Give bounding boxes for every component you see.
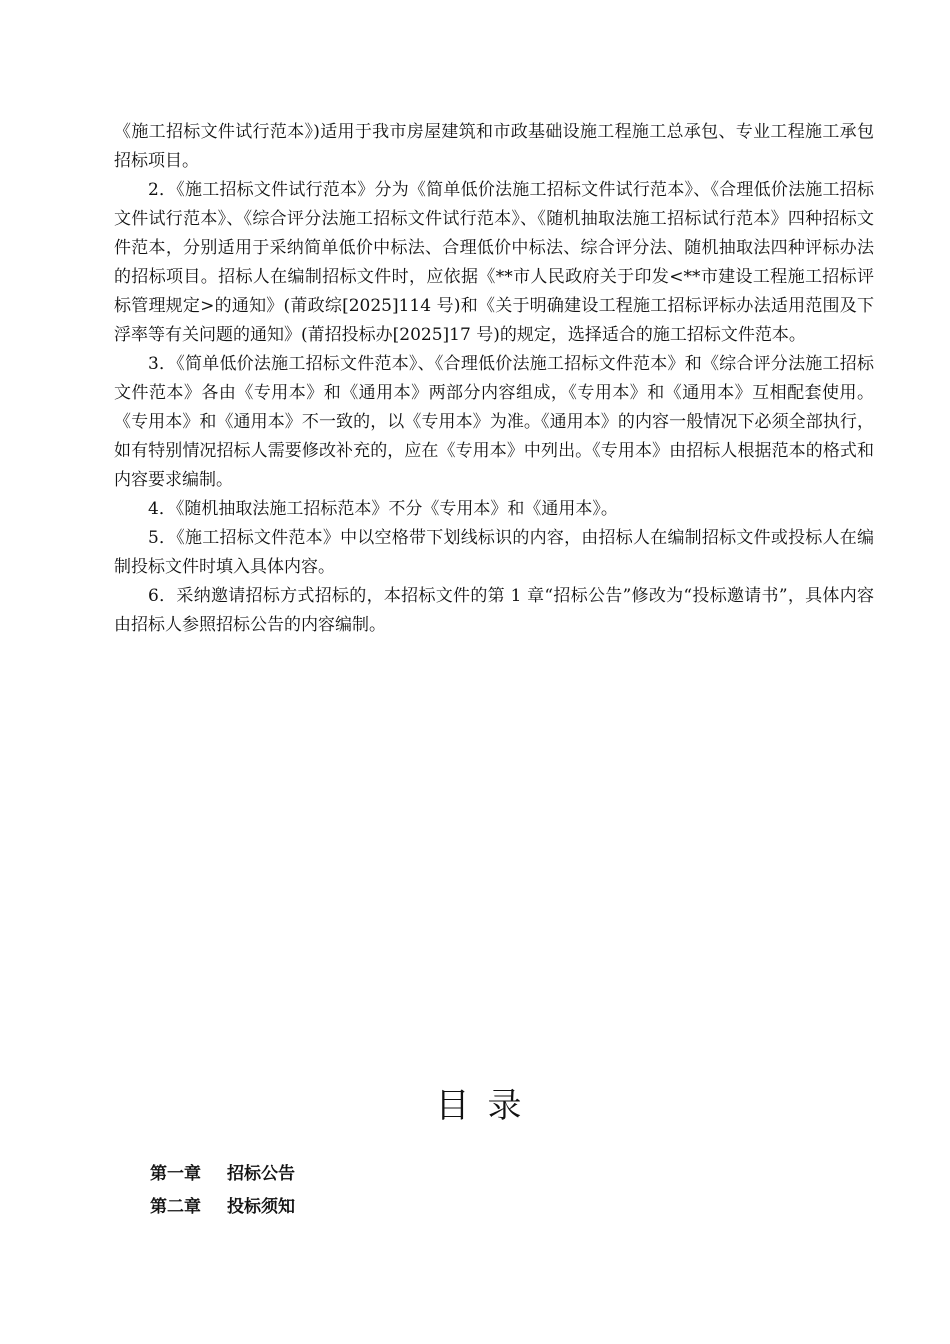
paragraph-3: 3．《简单低价法施工招标文件范本》、《合理低价法施工招标文件范本》和《综合评分法施工招标文件范本》各由《专用本》和《通用本》两部分内容组成，《专用本》和《通用本》互相配套使用。《专用本》和《通用本》不一致的，以《专用本》为准。《通用本》的内容一般情况下必须全部执行，如有特别情况招标人需要修改补充的，应在《专用本》中列出。《专用本》由招标人根据范本的格式和内容要求编制。 bbox=[114, 354, 874, 490]
paragraph-5: 5．《施工招标文件范本》中以空格带下划线标识的内容，由招标人在编制招标文件或投标人在编制投标文件时填入具体内容。 bbox=[114, 528, 874, 577]
toc-chapter-title: 招标公告 bbox=[227, 1164, 295, 1184]
paragraph-4: 4．《随机抽取法施工招标范本》不分《专用本》和《通用本》。 bbox=[148, 499, 618, 519]
paragraph-2: 2．《施工招标文件试行范本》分为《简单低价法施工招标文件试行范本》、《合理低价法施工招标文件试行范本》、《综合评分法施工招标文件试行范本》、《随机抽取法施工招标试行范本》四种招标文件范本，分别适用于采纳简单低价中标法、合理低价中标法、综合评分法、随机抽取法四种评标办法的招标项目。招标人在编制招标文件时，应依据《**市人民政府关于印发<**市建设工程施工招标评标管理规定>的通知》(莆政综[2025]114 号)和《关于明确建设工程施工招标评标办法适用范围及下浮率等有关问题的通知》(莆招投标办[2025]17 号)的规定，选择适合的施工招标文件范本。 bbox=[114, 180, 874, 345]
toc-item[interactable] bbox=[150, 1158, 295, 1191]
toc-item[interactable] bbox=[150, 1191, 295, 1224]
toc-chapter-number: 第二章 bbox=[150, 1197, 201, 1217]
toc-chapter-number: 第一章 bbox=[150, 1164, 201, 1184]
toc-chapter-title: 投标须知 bbox=[227, 1197, 295, 1217]
body-text bbox=[114, 118, 874, 640]
toc-list bbox=[150, 1158, 295, 1224]
toc-title: 目录 bbox=[435, 1086, 540, 1126]
paragraph-6: 6．采纳邀请招标方式招标的，本招标文件的第 1 章“招标公告”修改为“投标邀请书”，具体内容由招标人参照招标公告的内容编制。 bbox=[114, 586, 874, 635]
paragraph-intro: 《施工招标文件试行范本》)适用于我市房屋建筑和市政基础设施工程施工总承包、专业工程施工承包招标项目。 bbox=[114, 122, 874, 171]
